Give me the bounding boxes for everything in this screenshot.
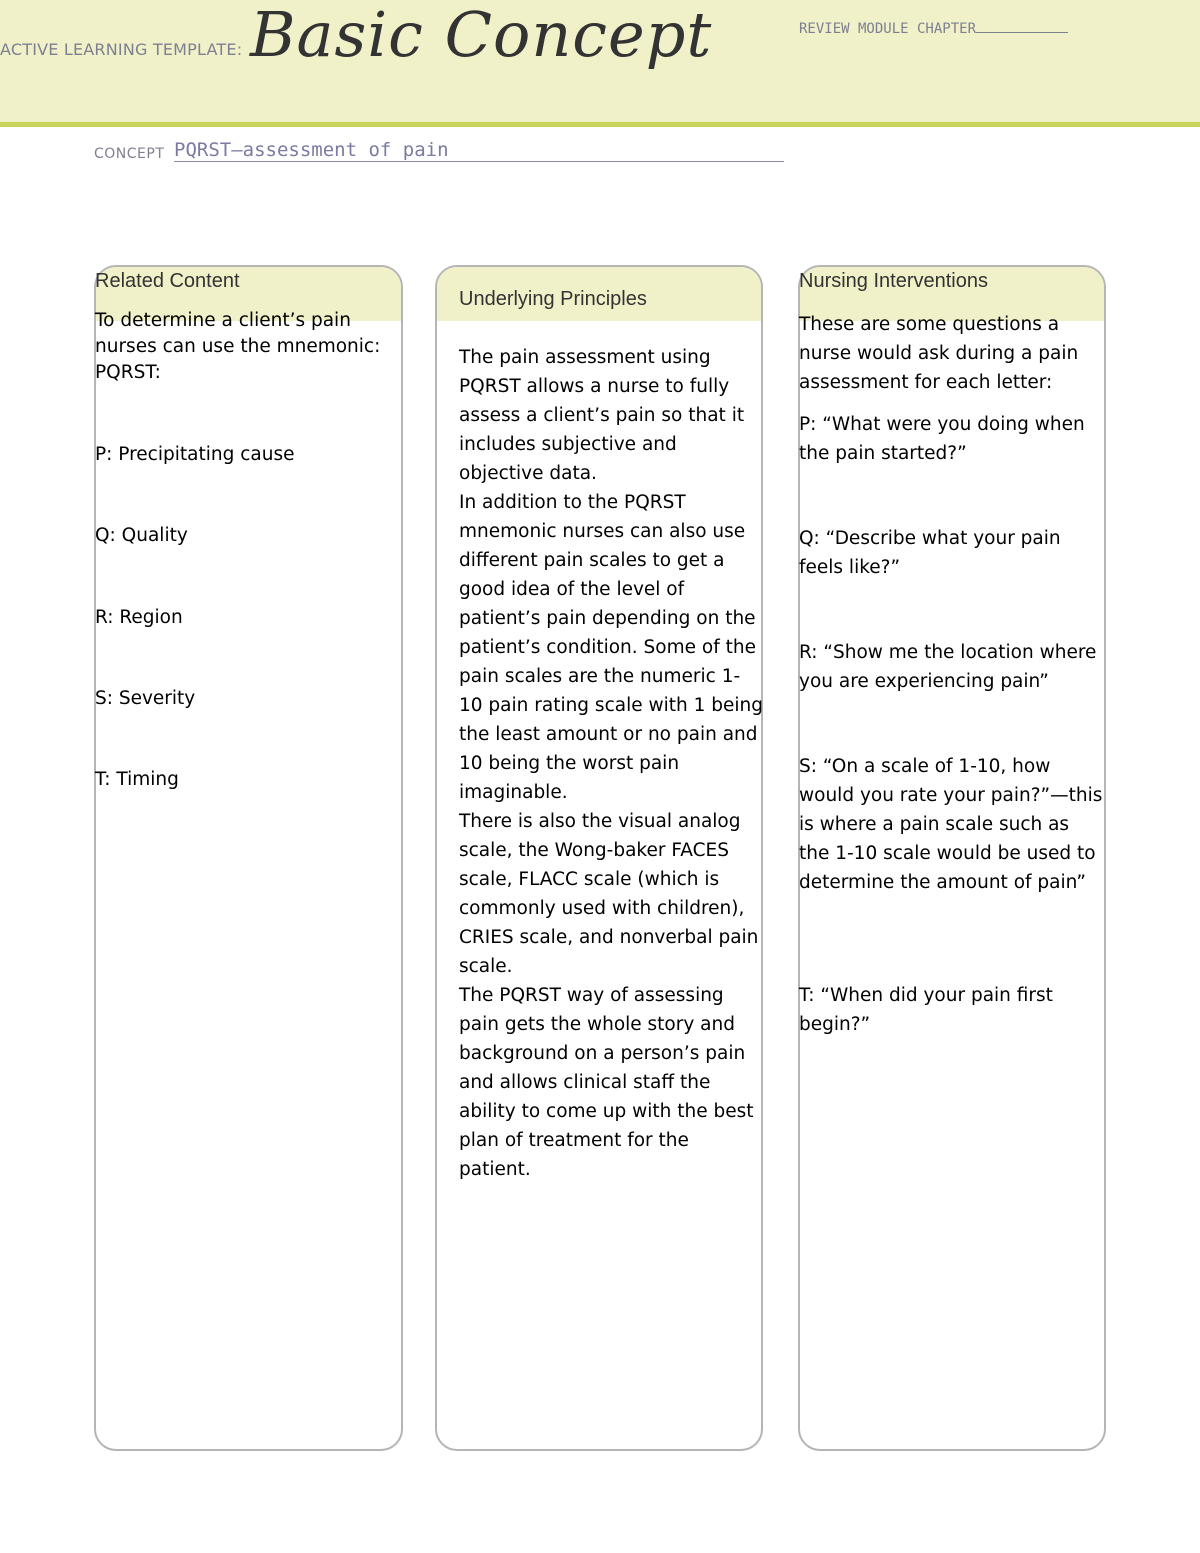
principles-paragraph: In addition to the PQRST mnemonic nurses can also use different pain scales to get a good idea of the level of patient’s pain depending on the patient’s condition. Some of the pain scales are the numeric 1-10 pain rating scale with 1 being the least amount or no pain and 10 being the worst pain imaginable. — [459, 492, 763, 803]
nursing-interventions-intro: These are some questions a nurse would ask during a pain assessment for each letter: — [799, 314, 1079, 393]
related-content-intro: To determine a client’s pain nurses can use the mnemonic: PQRST: — [95, 310, 381, 383]
header-divider — [0, 122, 1200, 127]
underlying-principles-text — [459, 343, 763, 1184]
related-content-item: Q: Quality — [95, 525, 188, 546]
related-content-heading: Related Content — [95, 270, 240, 292]
related-content-item: P: Precipitating cause — [95, 444, 295, 465]
review-label: REVIEW MODULE CHAPTER — [799, 21, 977, 37]
review-module-chapter — [799, 21, 1068, 37]
nursing-interventions-item: P: “What were you doing when the pain started?” — [799, 414, 1085, 464]
principles-paragraph: The pain assessment using PQRST allows a nurse to fully assess a client’s pain so that it includes subjective and objective data. — [459, 347, 745, 484]
template-title: Basic Concept — [250, 0, 713, 71]
template-label: ACTIVE LEARNING TEMPLATE: — [0, 40, 243, 59]
related-content-item: S: Severity — [95, 688, 196, 709]
nursing-interventions-item: T: “When did your pain first begin?” — [799, 985, 1053, 1035]
principles-paragraph: There is also the visual analog scale, the Wong-baker FACES scale, FLACC scale (which is commonly used with children), CRIES scale, and nonverbal pain scale. — [459, 811, 759, 977]
concept-value: PQRST—assessment of pain — [174, 139, 784, 162]
principles-paragraph: The PQRST way of assessing pain gets the whole story and background on a person’s pain and allows clinical staff the ability to come up with the best plan of treatment for the patient. — [459, 985, 754, 1180]
nursing-interventions-heading: Nursing Interventions — [799, 270, 988, 292]
nursing-interventions-item: Q: “Describe what your pain feels like?” — [799, 528, 1061, 578]
concept-label: CONCEPT — [94, 146, 165, 162]
underlying-principles-heading: Underlying Principles — [459, 288, 647, 310]
nursing-interventions-item: R: “Show me the location where you are experiencing pain” — [799, 642, 1097, 692]
nursing-interventions-item: S: “On a scale of 1-10, how would you rate your pain?”—this is where a pain scale such as the 1-10 scale would be used to determine the amount of pain” — [799, 756, 1103, 893]
related-content-item: T: Timing — [95, 769, 179, 790]
review-blank-line — [976, 24, 1068, 33]
related-content-item: R: Region — [95, 607, 183, 628]
